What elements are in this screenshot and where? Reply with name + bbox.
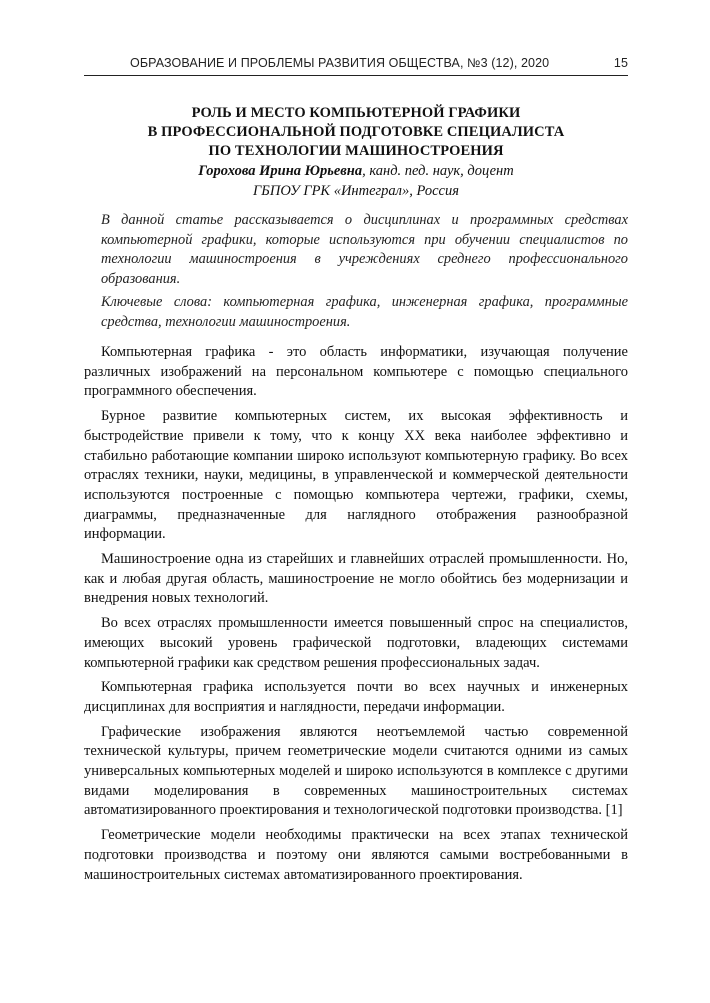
body-paragraph: Графические изображения являются неотъемлемой частью современной технической культуры, причем геометрические модели считаются одними из самых универсальных компьютерных моделей и широко используются в комплексе с другими видами моделирования в современных машиностроительных системах автоматизированного проектирования и технологической подготовки производства. [1] — [84, 723, 628, 819]
body-paragraph: Компьютерная графика - это область информатики, изучающая получение различных изображений на персональном компьютере с помощью специального программного обеспечения. — [84, 344, 628, 400]
author-line — [84, 161, 628, 181]
article-body — [84, 343, 628, 890]
article-title-line: РОЛЬ И МЕСТО КОМПЬЮТЕРНОЙ ГРАФИКИ — [191, 105, 521, 121]
article-title-line: В ПРОФЕССИОНАЛЬНОЙ ПОДГОТОВКЕ СПЕЦИАЛИСТА — [147, 124, 565, 140]
author-name: Горохова Ирина Юрьевна — [198, 163, 363, 179]
author-organization: ГБПОУ ГРК «Интеграл», Россия — [253, 183, 459, 199]
article-heading — [84, 104, 628, 201]
article-title-line: ПО ТЕХНОЛОГИИ МАШИНОСТРОЕНИЯ — [208, 143, 504, 159]
body-paragraph: Геометрические модели необходимы практически на всех этапах технической подготовки производства и поэтому они являются самыми востребованными в машиностроительных системах автоматизированного проектирования. — [84, 827, 628, 883]
author-degree: , канд. пед. наук, доцент — [362, 163, 514, 179]
body-paragraph: Компьютерная графика используется почти во всех научных и инженерных дисциплинах для восприятия и наглядности, передачи информации. — [84, 679, 628, 715]
keywords: Ключевые слова: компьютерная графика, инженерная графика, программные средства, технологии машиностроения. — [101, 294, 628, 330]
abstract — [101, 211, 628, 332]
body-paragraph: Во всех отраслях промышленности имеется повышенный спрос на специалистов, имеющих высокий уровень графической подготовки, владеющих системами компьютерной графики как средством решения профессиональных задач. — [84, 615, 628, 671]
page-number: 15 — [613, 56, 628, 70]
body-paragraph: Бурное развитие компьютерных систем, их высокая эффективность и быстродействие привели к тому, что к концу XX века наиболее эффективно и стабильно работающие компании широко используют компьютерную графику. Во всех отраслях техники, науки, медицины, в управленческой и коммерческой деятельности используются построенные с помощью компьютера чертежи, графики, схемы, диаграммы, предназначенные для наглядного отображения разнообразной информации. — [84, 408, 628, 543]
abstract-text: В данной статье рассказывается о дисциплинах и программных средствах компьютерной графики, которые используются при обучении специалистов по технологии машиностроения в учреждениях среднего профессионального образования. — [101, 212, 628, 287]
journal-title: ОБРАЗОВАНИЕ И ПРОБЛЕМЫ РАЗВИТИЯ ОБЩЕСТВА, №3 (12), 2020 — [130, 56, 550, 70]
running-header — [84, 56, 628, 76]
body-paragraph: Машиностроение одна из старейших и главнейших отраслей промышленности. Но, как и любая другая область, машиностроение не могло обойтись без модернизации и внедрения новых технологий. — [84, 551, 628, 607]
